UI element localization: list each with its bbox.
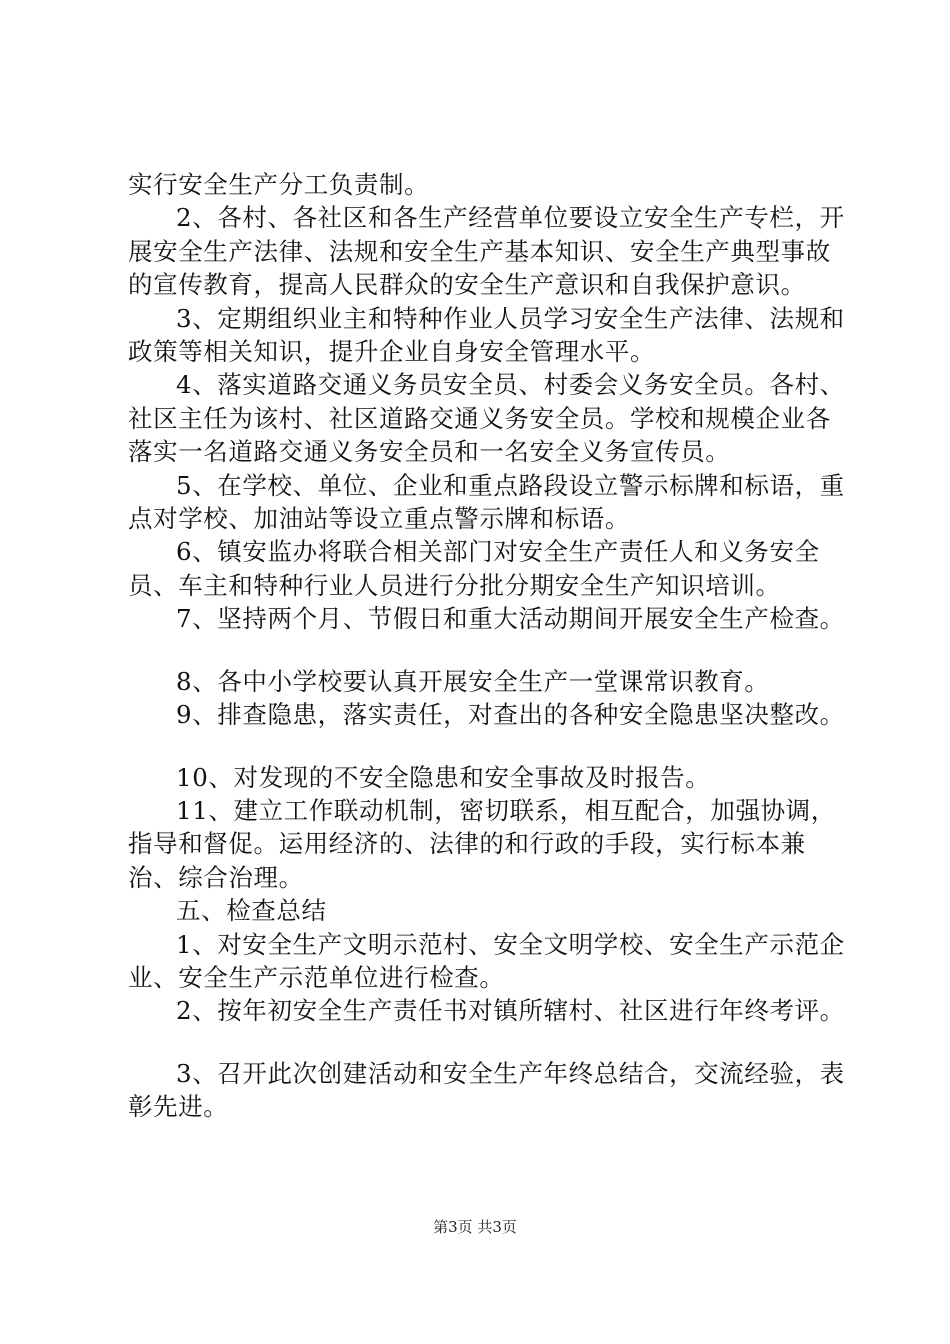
paragraph: 8、各中小学校要认真开展安全生产一堂课常识教育。 bbox=[176, 666, 770, 696]
paragraph: 3、定期组织业主和特种作业人员学习安全生产法律、法规和政策等相关知识，提升企业自身安全管理水平。 bbox=[128, 303, 845, 367]
paragraph: 3、召开此次创建活动和安全生产年终总结合，交流经验，表彰先进。 bbox=[128, 1058, 845, 1122]
paragraph: 2、按年初安全生产责任书对镇所辖村、社区进行年终考评。 bbox=[176, 996, 845, 1026]
page-number-label: 第3页 共3页 bbox=[433, 1218, 517, 1236]
paragraph: 1、对安全生产文明示范村、安全文明学校、安全生产示范企业、安全生产示范单位进行检查。 bbox=[128, 929, 845, 992]
paragraph: 2、各村、各社区和各生产经营单位要设立安全生产专栏，开展安全生产法律、法规和安全生产基本知识、安全生产典型事故的宣传教育，提高人民群众的安全生产意识和自我保护意识。 bbox=[128, 203, 845, 300]
paragraph: 11、建立工作联动机制，密切联系，相互配合，加强协调，指导和督促。运用经济的、法律的和行政的手段，实行标本兼治、综合治理。 bbox=[128, 795, 836, 892]
document-body bbox=[128, 168, 850, 1124]
paragraph: 4、落实道路交通义务员安全员、村委会义务安全员。各村、社区主任为该村、社区道路交通义务安全员。学校和规模企业各落实一名道路交通义务安全员和一名安全义务宣传员。 bbox=[128, 370, 845, 467]
paragraph: 6、镇安监办将联合相关部门对安全生产责任人和义务安全员、车主和特种行业人员进行分批分期安全生产知识培训。 bbox=[128, 537, 820, 600]
paragraph: 7、坚持两个月、节假日和重大活动期间开展安全生产检查。 bbox=[176, 604, 845, 634]
paragraph: 5、在学校、单位、企业和重点路段设立警示标牌和标语，重点对学校、加油站等设立重点警示牌和标语。 bbox=[128, 470, 845, 534]
section-heading: 五、检查总结 bbox=[176, 896, 327, 926]
paragraph: 实行安全生产分工负责制。 bbox=[128, 170, 430, 199]
paragraph: 9、排查隐患，落实责任，对查出的各种安全隐患坚决整改。 bbox=[176, 700, 845, 730]
page-footer bbox=[0, 1218, 950, 1236]
paragraph: 10、对发现的不安全隐患和安全事故及时报告。 bbox=[176, 762, 711, 792]
